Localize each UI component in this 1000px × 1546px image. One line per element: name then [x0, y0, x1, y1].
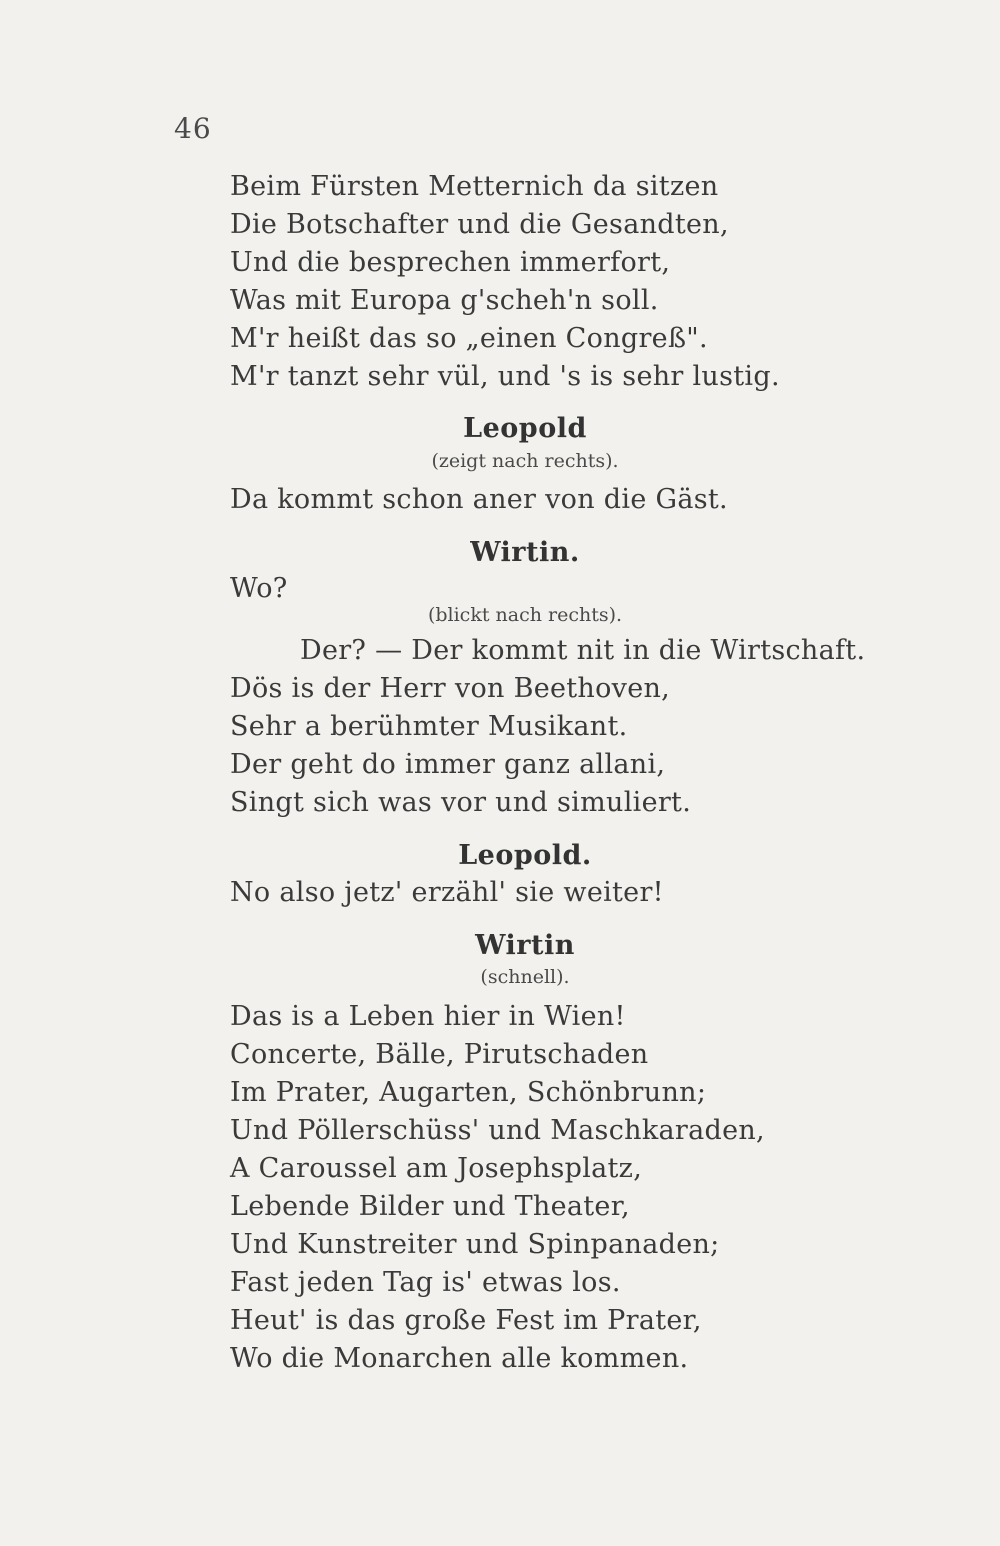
speaker-name: Leopold: [463, 413, 587, 444]
verse-line: Was mit Europa g'scheh'n soll.: [230, 285, 659, 316]
verse-line: Und Pöllerschüss' und Maschkaraden,: [230, 1115, 765, 1146]
verse-line: Wo?: [230, 573, 288, 604]
speaker-name: Wirtin.: [470, 537, 580, 568]
verse-line: Und Kunstreiter und Spinpanaden;: [230, 1229, 720, 1260]
stage-direction: (schnell).: [480, 966, 570, 988]
verse-line: Und die besprechen immerfort,: [230, 247, 671, 278]
page-number: 46: [174, 112, 212, 145]
verse-line: Beim Fürsten Metternich da sitzen: [230, 171, 719, 202]
verse-line: Die Botschafter und die Gesandten,: [230, 209, 729, 240]
stage-direction: (blickt nach rechts).: [427, 604, 623, 626]
verse-line: A Caroussel am Josephsplatz,: [230, 1153, 643, 1184]
verse-line: M'r heißt das so „einen Congreß".: [230, 323, 708, 354]
verse-line: Im Prater, Augarten, Schönbrunn;: [230, 1077, 707, 1108]
stage-direction: (zeigt nach rechts).: [431, 450, 619, 472]
verse-line: No also jetz' erzähl' sie weiter!: [230, 877, 664, 908]
speaker-name: Wirtin: [475, 930, 575, 961]
verse-line: Das is a Leben hier in Wien!: [230, 1001, 626, 1032]
verse-line: M'r tanzt sehr vül, und 's is sehr lustig.: [230, 361, 780, 392]
verse-line: Singt sich was vor und simuliert.: [230, 787, 692, 818]
verse-line: Der? — Der kommt nit in die Wirtschaft.: [300, 635, 866, 666]
verse-line: Concerte, Bälle, Pirutschaden: [230, 1039, 649, 1070]
verse-line: Fast jeden Tag is' etwas los.: [230, 1267, 621, 1298]
verse-line: Wo die Monarchen alle kommen.: [230, 1343, 689, 1374]
verse-line: Lebende Bilder und Theater,: [230, 1191, 630, 1222]
verse-line: Sehr a berühmter Musikant.: [230, 711, 628, 742]
verse-line: Heut' is das große Fest im Prater,: [230, 1305, 702, 1336]
verse-line: Der geht do immer ganz allani,: [230, 749, 666, 780]
verse-line: Da kommt schon aner von die Gäst.: [230, 484, 728, 515]
verse-line: Dös is der Herr von Beethoven,: [230, 673, 671, 704]
speaker-name: Leopold.: [458, 840, 592, 871]
